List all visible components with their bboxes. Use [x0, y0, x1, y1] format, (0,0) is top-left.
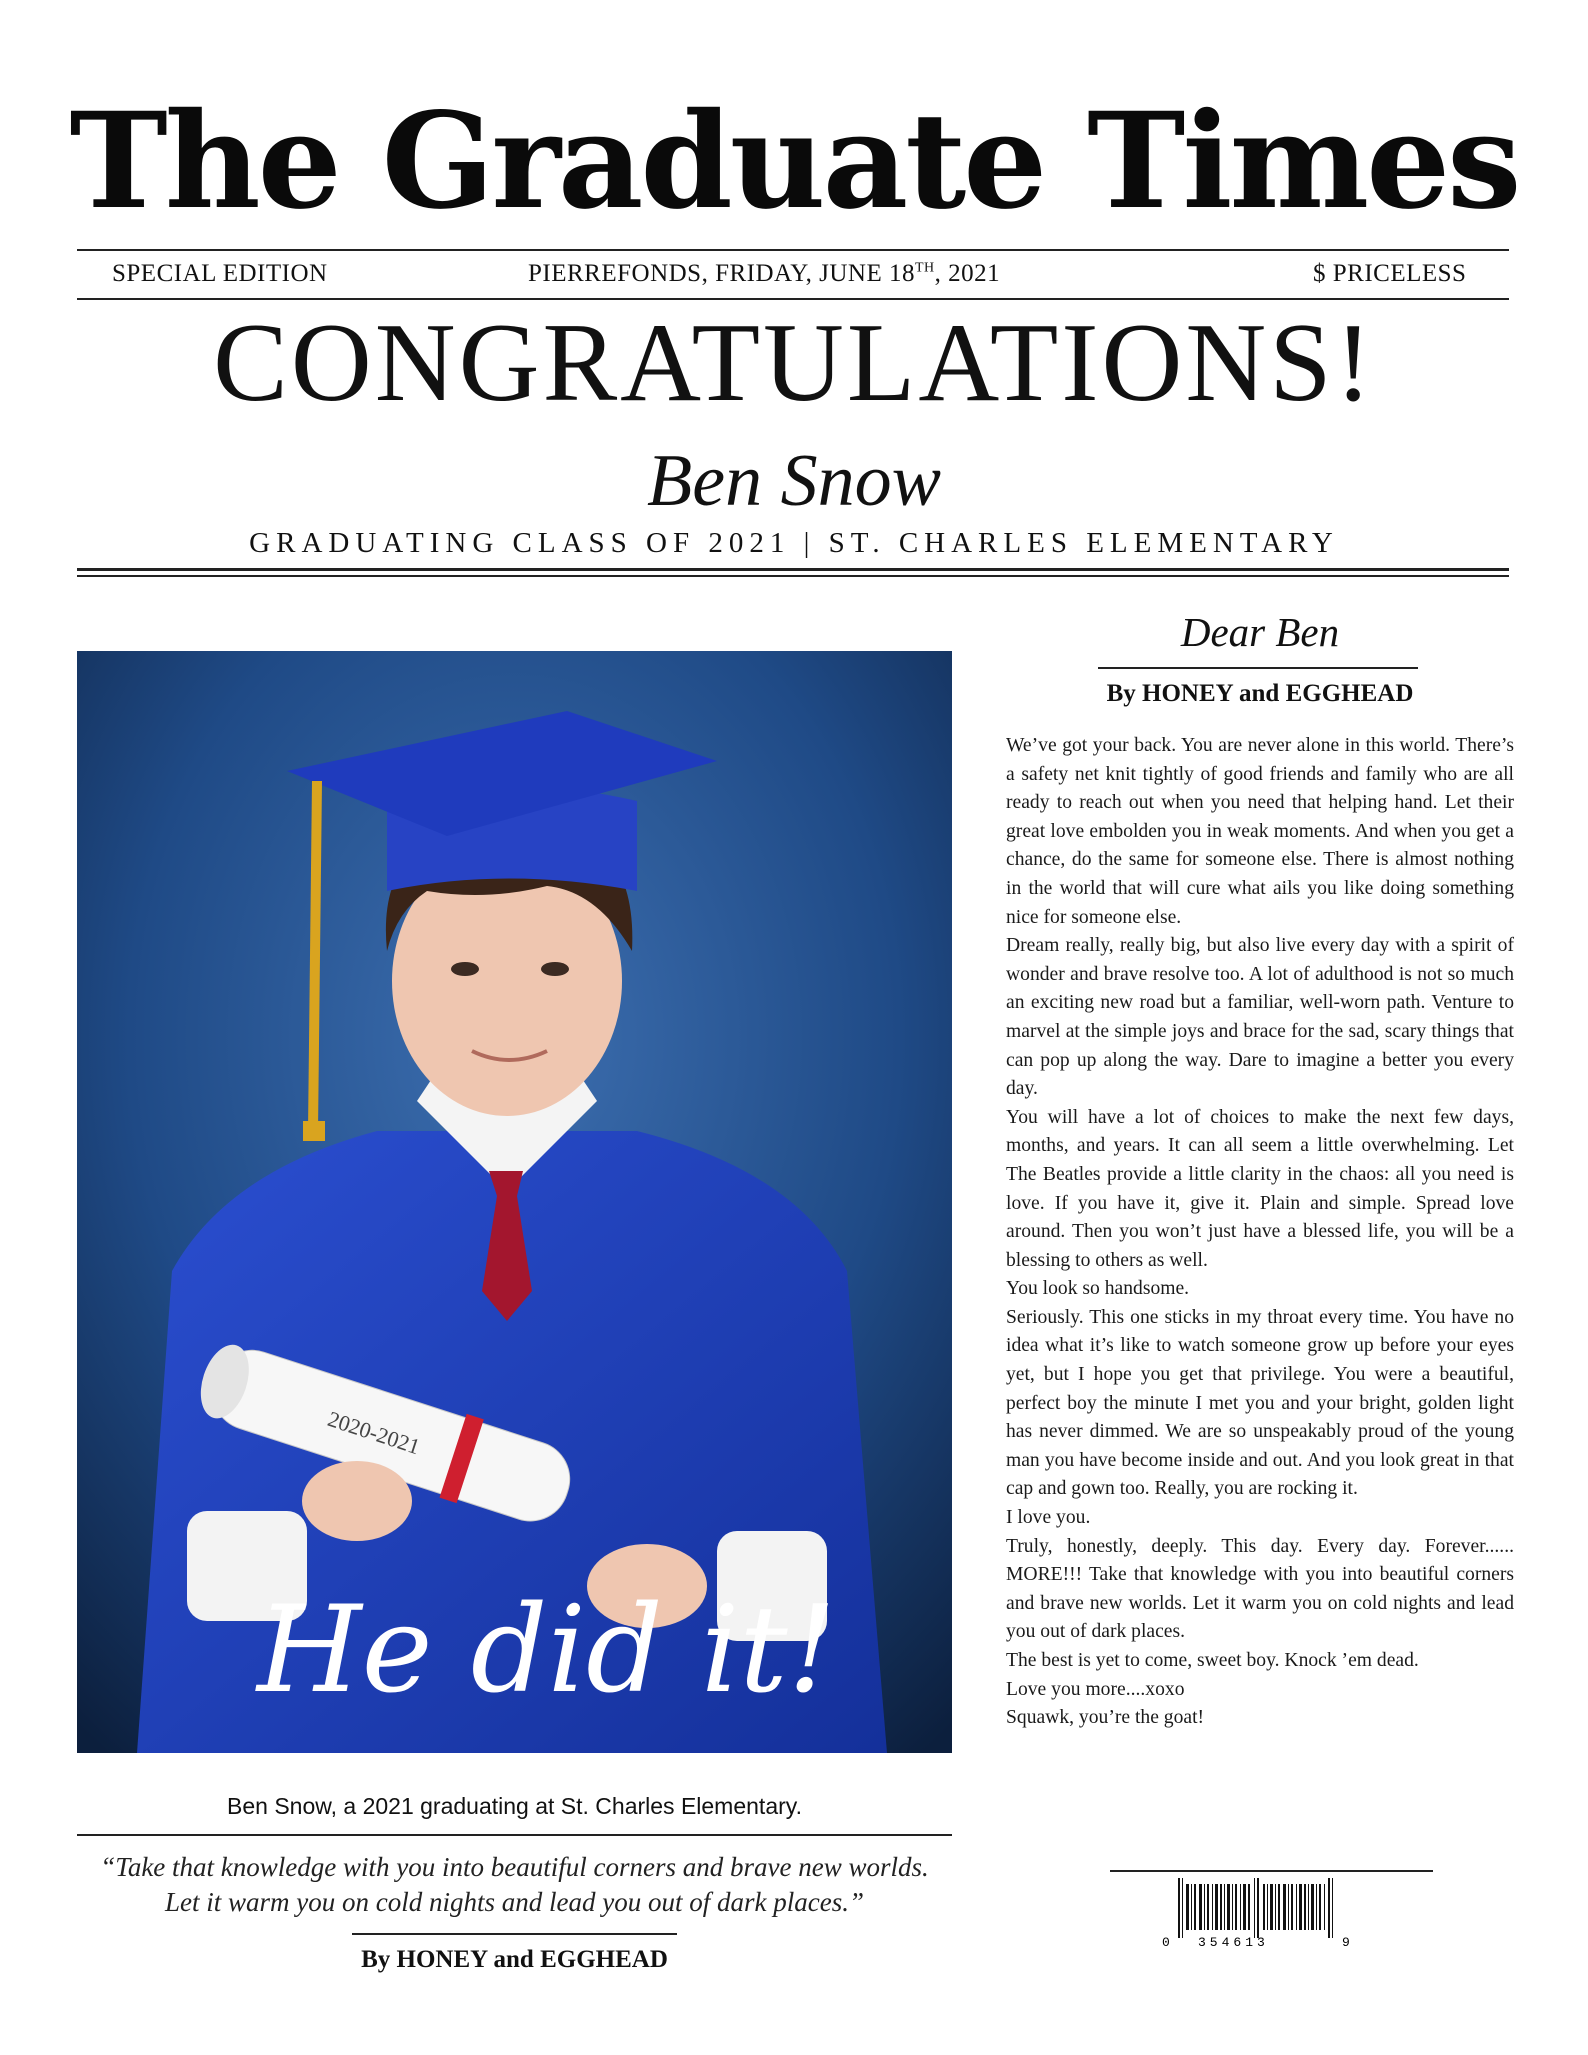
header-double-rule-1 — [77, 568, 1509, 571]
barcode — [1158, 1868, 1378, 1956]
diploma-text: 2020-2021 — [324, 1406, 424, 1460]
photo-caption: Ben Snow, a 2021 graduating at St. Charles Elementary. — [227, 1793, 802, 1819]
pull-quote — [77, 1850, 952, 1920]
header-double-rule-2 — [77, 575, 1509, 577]
barcode-right-digit: 9 — [1342, 1935, 1350, 1950]
letter-paragraph: You look so handsome. — [1006, 1278, 1190, 1300]
letter-title-rule — [1098, 667, 1418, 669]
letter-title: Dear Ben — [1180, 609, 1340, 655]
letter-paragraph: I love you. — [1006, 1507, 1091, 1529]
caption-rule — [77, 1834, 952, 1836]
dateline — [528, 260, 1000, 288]
quote-rule — [352, 1933, 677, 1935]
graduate-name: Ben Snow — [647, 440, 941, 522]
dateline-sup: TH — [915, 260, 935, 276]
letter-paragraph: Truly, honestly, deeply. This day. Every day. Forever...... MORE!!! Take that knowledge with you into beautiful corners and brave new worlds. Let it warm you on cold nights and lead you out of dark places. — [1006, 1535, 1514, 1643]
letter-paragraph: You will have a lot of choices to make the next few days, months, and years. It can all seem a little overwhelming. Let The Beatles provide a little clarity in the chaos: all you need is love. If you have it, give it. Plain and simple. Spread love around. Then you won’t just have a blessed life, you will be a blessing to others as well. — [1006, 1106, 1514, 1271]
dateline-suffix: , 2021 — [934, 260, 1001, 287]
letter-body — [1006, 732, 1514, 1733]
letter-paragraph: Dream really, really big, but also live every day with a spirit of wonder and brave resolve too. A lot of adulthood is not so much an exciting new road but a familiar, well-worn path. Venture to marvel at the simple joys and brace for the sad, scary things that can pop up along the way. Dare to imagine a better you every day. — [1006, 935, 1514, 1100]
photo-overlay-text: He did it! — [257, 1581, 836, 1720]
headline: CONGRATULATIONS! — [213, 301, 1375, 425]
letter-byline: By HONEY and EGGHEAD — [1106, 680, 1414, 707]
pull-quote-line-1: “Take that knowledge with you into beautiful corners and brave new worlds. — [100, 1852, 929, 1882]
class-line: GRADUATING CLASS OF 2021 | ST. CHARLES ELEMENTARY — [249, 527, 1339, 559]
graduate-photo — [77, 651, 952, 1753]
letter-paragraph: Squawk, you’re the goat! — [1006, 1707, 1205, 1729]
letter-paragraph: We’ve got your back. You are never alone in this world. There’s a safety net knit tightly of good friends and family who are all ready to reach out when you need that helping hand. Let their great love embolden you in weak moments. And when you get a chance, do the same for someone else. There is almost nothing in the world that will cure what ails you like doing something nice for someone else. — [1006, 735, 1514, 928]
barcode-bars — [1158, 1868, 1378, 1958]
letter-paragraph: Seriously. This one sticks in my throat every time. You have no idea what it’s like to watch someone grow up before your eyes yet, but I hope you get that privilege. You were a beautiful, perfect boy the minute I met you and your bright, golden light has never dimmed. We are so unspeakably proud of the young man you have become inside and out. And you look great in that cap and gown too. Really, you are rocking it. — [1006, 1306, 1514, 1500]
barcode-left-digit: 0 — [1162, 1935, 1170, 1950]
masthead-title: The Graduate Times — [69, 84, 1519, 239]
letter-paragraph: The best is yet to come, sweet boy. Knock ’em dead. — [1006, 1650, 1419, 1671]
dateline-prefix: PIERREFONDS, FRIDAY, JUNE 18 — [528, 260, 915, 287]
barcode-middle-digits: 354613 — [1198, 1935, 1269, 1950]
pull-quote-line-2: Let it warm you on cold nights and lead you out of dark places.” — [165, 1887, 864, 1917]
edition-label: SPECIAL EDITION — [112, 260, 328, 287]
price-label: $ PRICELESS — [1313, 260, 1467, 287]
masthead-rule-top — [77, 249, 1509, 251]
quote-byline: By HONEY and EGGHEAD — [361, 1946, 668, 1973]
letter-paragraph: Love you more....xoxo — [1006, 1678, 1185, 1700]
